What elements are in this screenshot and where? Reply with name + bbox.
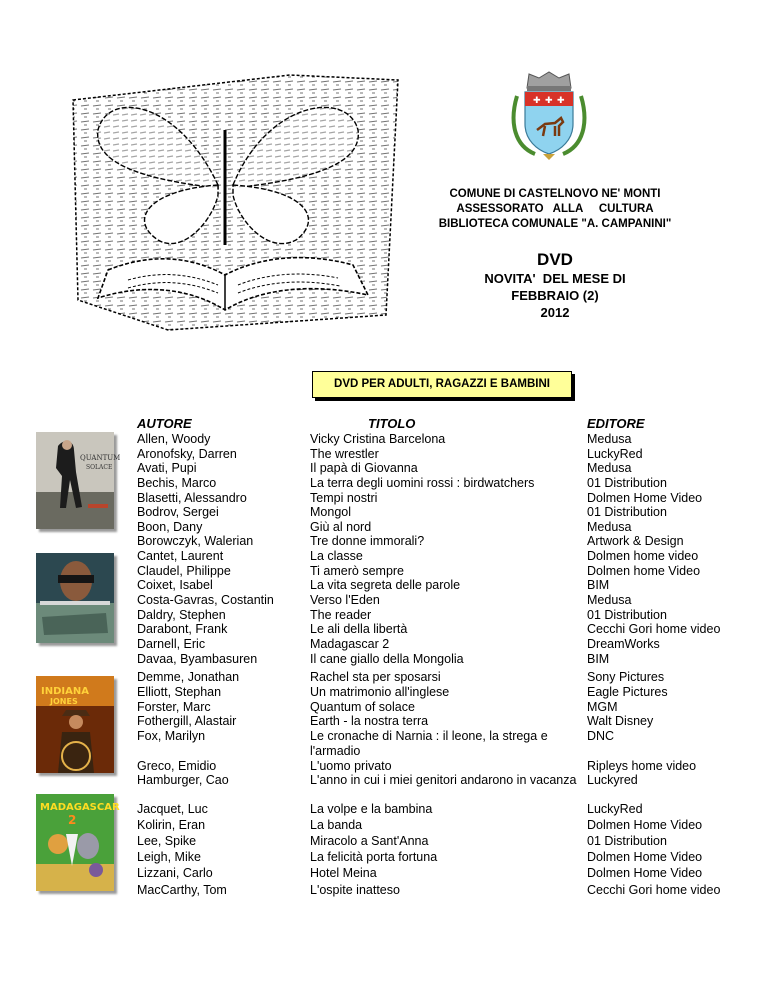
- svg-text:SOLACE: SOLACE: [86, 464, 113, 471]
- entry-publisher: LuckyRed: [587, 447, 643, 461]
- entry-author: Aronofsky, Darren: [137, 447, 237, 461]
- entry-publisher: BIM: [587, 652, 610, 666]
- entry-author: Kolirin, Eran: [137, 818, 206, 832]
- entry-author: Bodrov, Sergei: [137, 505, 219, 519]
- entry-author: Borowczyk, Walerian: [137, 534, 254, 548]
- butterfly-book-illustration: [68, 70, 398, 330]
- entry-author: Jacquet, Luc: [137, 802, 208, 816]
- entry-author: Fox, Marilyn: [137, 729, 206, 743]
- entry-title: L'anno in cui i miei genitori andarono in vacanza: [310, 773, 577, 787]
- entry-title: La banda: [310, 818, 363, 832]
- entry-title: Quantum of solace: [310, 700, 415, 714]
- entry-author: Leigh, Mike: [137, 850, 201, 864]
- entry-title: La classe: [310, 549, 363, 563]
- entry-title: Le ali della libertà: [310, 622, 408, 636]
- entry-author: Lee, Spike: [137, 834, 197, 848]
- entry-title: Miracolo a Sant'Anna: [310, 834, 429, 848]
- entry-title: La terra degli uomini rossi : birdwatchers: [310, 476, 535, 490]
- entry-title: The reader: [310, 608, 372, 622]
- entry-publisher: Dolmen home video: [587, 549, 699, 563]
- publisher-column-heading: EDITORE: [587, 416, 645, 431]
- entry-title: Ti amerò sempre: [310, 564, 405, 578]
- svg-text:MADAGASCAR: MADAGASCAR: [40, 802, 120, 813]
- entry-title: Le cronache di Narnia : il leone, la strega e: [310, 729, 548, 743]
- entry-author: Forster, Marc: [137, 700, 211, 714]
- svg-text:QUANTUM: QUANTUM: [80, 454, 121, 462]
- entry-title: Vicky Cristina Barcelona: [310, 432, 446, 446]
- entry-publisher: Dolmen Home Video: [587, 818, 703, 832]
- entry-title: L'ospite inatteso: [310, 883, 400, 897]
- madagascar-2-cover: [36, 794, 120, 891]
- svg-text:✚: ✚: [533, 96, 541, 106]
- entry-publisher: Dolmen Home Video: [587, 866, 703, 880]
- entry-title: Verso l'Eden: [310, 593, 380, 607]
- entry-publisher: LuckyRed: [587, 802, 643, 816]
- entry-title: Madagascar 2: [310, 637, 390, 651]
- entry-publisher: Ripleys home video: [587, 759, 697, 773]
- entry-publisher: Dolmen home Video: [587, 564, 701, 578]
- entry-publisher: 01 Distribution: [587, 476, 667, 490]
- entry-author: Boon, Dany: [137, 520, 203, 534]
- title-column-heading: TITOLO: [368, 416, 416, 431]
- entry-publisher: 01 Distribution: [587, 834, 667, 848]
- entry-author: Greco, Emidio: [137, 759, 217, 773]
- entry-author: Coixet, Isabel: [137, 578, 213, 592]
- la-terra-degli-uomini-rossi-cover: [36, 553, 114, 643]
- entry-author: Fothergill, Alastair: [137, 714, 237, 728]
- entry-author: Costa-Gavras, Costantin: [137, 593, 274, 607]
- entry-publisher: Walt Disney: [587, 714, 654, 728]
- entry-publisher: Cecchi Gori home video: [587, 622, 721, 636]
- entry-publisher: Medusa: [587, 593, 632, 607]
- entry-author: Blasetti, Alessandro: [137, 491, 247, 505]
- entry-author: Daldry, Stephen: [137, 608, 226, 622]
- entry-title: Il cane giallo della Mongolia: [310, 652, 464, 666]
- svg-text:JONES: JONES: [50, 697, 78, 706]
- entry-title: L'uomo privato: [310, 759, 392, 773]
- entry-publisher: Cecchi Gori home video: [587, 883, 721, 897]
- entry-publisher: 01 Distribution: [587, 505, 667, 519]
- entry-publisher: Dolmen Home Video: [587, 850, 703, 864]
- entry-publisher: MGM: [587, 700, 618, 714]
- entry-publisher: DNC: [587, 729, 615, 743]
- entry-title: Il papà di Giovanna: [310, 461, 418, 475]
- entry-author: Claudel, Philippe: [137, 564, 231, 578]
- entry-author: Elliott, Stephan: [137, 685, 222, 699]
- entry-title: l'armadio: [310, 744, 361, 758]
- entry-title: Earth - la nostra terra: [310, 714, 429, 728]
- entry-title: Mongol: [310, 505, 351, 519]
- subtitle-line: 2012: [540, 305, 570, 320]
- entry-author: Demme, Jonathan: [137, 670, 240, 684]
- media-heading: DVD: [537, 250, 573, 269]
- entry-title: Giù al nord: [310, 520, 372, 534]
- entry-author: Hamburger, Cao: [137, 773, 229, 787]
- entry-author: Allen, Woody: [137, 432, 211, 446]
- svg-text:✚: ✚: [545, 96, 553, 106]
- entry-title: La felicità porta fortuna: [310, 850, 438, 864]
- entry-publisher: DreamWorks: [587, 637, 660, 651]
- entry-publisher: Medusa: [587, 520, 632, 534]
- entry-title: La volpe e la bambina: [310, 802, 433, 816]
- entry-title: Un matrimonio all'inglese: [310, 685, 450, 699]
- institution-line: COMUNE DI CASTELNOVO NE' MONTI: [449, 188, 661, 200]
- svg-text:INDIANA: INDIANA: [41, 686, 89, 697]
- entry-title: Hotel Meina: [310, 866, 377, 880]
- section-title-box: DVD PER ADULTI, RAGAZZI E BAMBINI: [312, 371, 572, 398]
- svg-text:2: 2: [68, 813, 77, 827]
- entry-author: Davaa, Byambasuren: [137, 652, 258, 666]
- entry-publisher: Artwork & Design: [587, 534, 684, 548]
- entry-title: Tempi nostri: [310, 491, 378, 505]
- entry-author: Darnell, Eric: [137, 637, 206, 651]
- entry-publisher: BIM: [587, 578, 610, 592]
- entry-publisher: Medusa: [587, 432, 632, 446]
- entry-title: Rachel sta per sposarsi: [310, 670, 441, 684]
- institution-line: ASSESSORATO ALLA CULTURA: [456, 203, 654, 215]
- entry-author: Cantet, Laurent: [137, 549, 224, 563]
- entry-publisher: Sony Pictures: [587, 670, 665, 684]
- entry-author: Darabont, Frank: [137, 622, 228, 636]
- author-column-heading: AUTORE: [137, 416, 192, 431]
- entry-author: Avati, Pupi: [137, 461, 197, 475]
- entry-author: Bechis, Marco: [137, 476, 217, 490]
- institution-line: BIBLIOTECA COMUNALE "A. CAMPANINI": [438, 218, 672, 230]
- entry-title: The wrestler: [310, 447, 379, 461]
- entry-publisher: Medusa: [587, 461, 632, 475]
- entry-publisher: Eagle Pictures: [587, 685, 668, 699]
- month-subtitle: [400, 270, 710, 321]
- subtitle-line: NOVITA' DEL MESE DI: [484, 271, 626, 286]
- subtitle-line: FEBBRAIO (2): [511, 288, 599, 303]
- entry-author: Lizzani, Carlo: [137, 866, 213, 880]
- entry-publisher: Dolmen Home Video: [587, 491, 703, 505]
- quantum-of-solace-cover: [36, 432, 121, 529]
- svg-text:✚: ✚: [557, 96, 565, 106]
- institution-header: [400, 187, 710, 232]
- coat-of-arms-emblem: [505, 68, 593, 164]
- entry-title: La vita segreta delle parole: [310, 578, 461, 592]
- entry-publisher: 01 Distribution: [587, 608, 667, 622]
- entry-title: Tre donne immorali?: [310, 534, 425, 548]
- entry-publisher: Luckyred: [587, 773, 638, 787]
- indiana-jones-cover: [36, 676, 114, 773]
- entry-author: MacCarthy, Tom: [137, 883, 227, 897]
